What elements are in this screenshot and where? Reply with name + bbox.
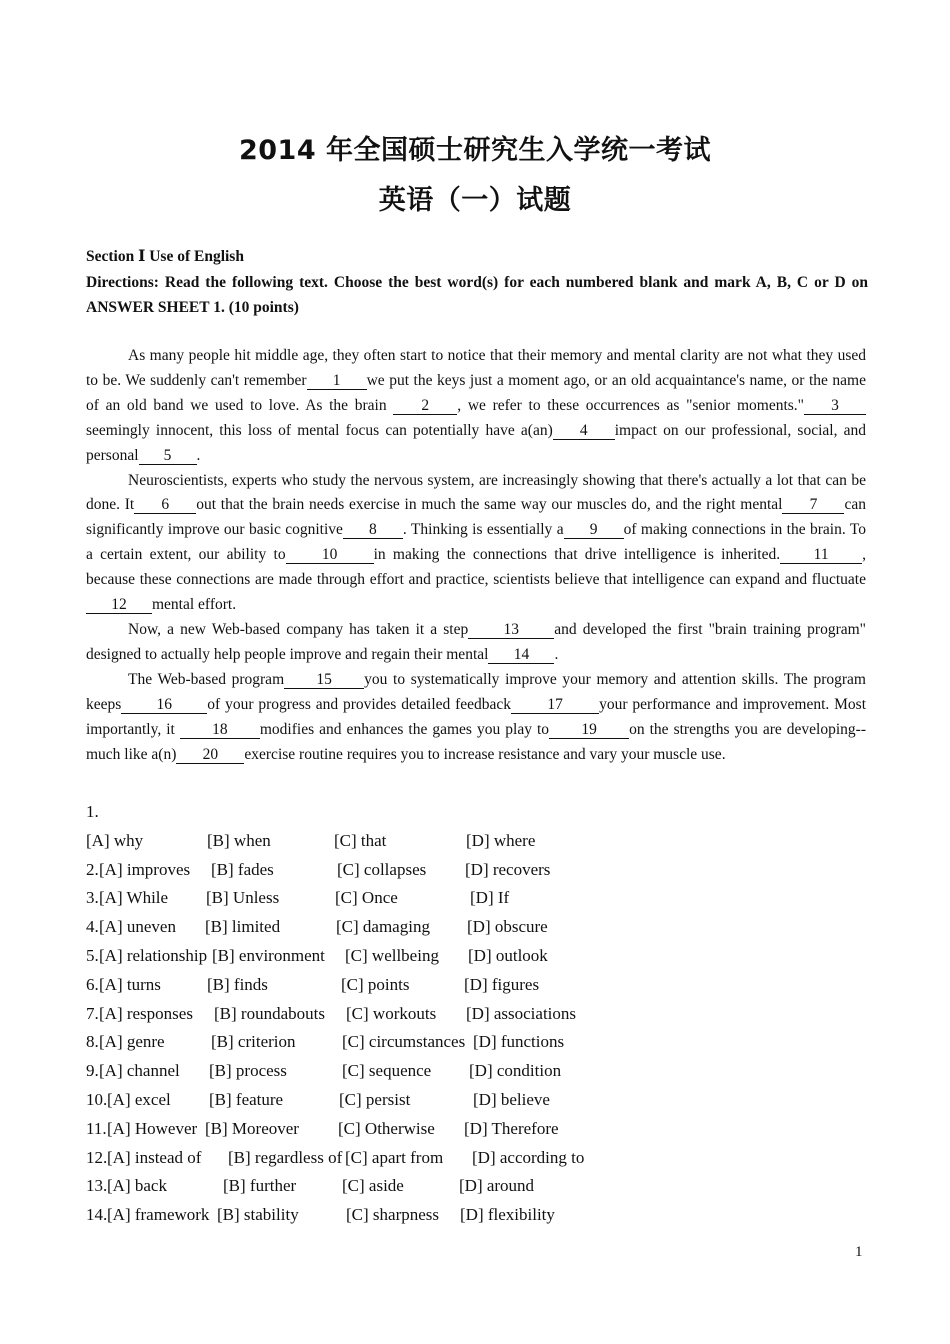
passage-text: Neuroscientists, experts who study the nervous system, are increasingly showing that there's actually a lot that can be done. It — [86, 471, 866, 514]
option-row — [86, 913, 686, 942]
option-row — [86, 798, 686, 827]
option-d: [D] outlook — [468, 945, 548, 965]
exam-subtitle: 英语（一）试题 — [378, 185, 572, 216]
option-d: [D] functions — [473, 1032, 565, 1052]
option-row — [86, 1057, 686, 1086]
directions-text: Directions: Read the following text. Choose the best word(s) for each numbered blank and mark A, B, C or D on ANSWER SHEET 1. (10 points) — [86, 274, 868, 316]
numbered-blank: 17 — [511, 696, 599, 714]
option-a: [A] instead of — [107, 1147, 202, 1167]
page-number: 1 — [855, 1244, 863, 1260]
option-row — [86, 1086, 686, 1115]
option-row — [86, 1115, 686, 1144]
passage-text: . — [554, 645, 559, 663]
option-c: [C] Otherwise — [338, 1118, 435, 1138]
option-b: [B] environment — [212, 945, 325, 965]
option-b: [B] roundabouts — [214, 1003, 325, 1023]
passage-text: seemingly innocent, this loss of mental focus can potentially have a(an) — [86, 421, 553, 439]
option-d: [D] where — [466, 830, 536, 850]
numbered-blank: 2 — [393, 397, 457, 415]
numbered-blank: 7 — [782, 496, 844, 514]
option-b: [B] Moreover — [205, 1118, 299, 1138]
option-c: [C] collapses — [337, 859, 427, 879]
option-d: [D] around — [459, 1176, 535, 1196]
passage-text: Now, a new Web-based company has taken it a step — [128, 620, 469, 638]
passage-text: modifies and enhances the games you play to — [259, 720, 550, 738]
option-c: [C] aside — [342, 1176, 404, 1196]
option-b: [B] when — [207, 830, 271, 850]
option-d: [D] obscure — [467, 917, 548, 937]
numbered-blank: 3 — [804, 397, 866, 415]
numbered-blank: 12 — [86, 596, 152, 614]
option-d: [D] according to — [472, 1147, 585, 1167]
passage-text: can significantly improve our basic cognitive — [86, 496, 866, 539]
option-c: [C] apart from — [345, 1147, 444, 1167]
numbered-blank: 16 — [121, 696, 207, 714]
option-c: [C] points — [341, 974, 410, 994]
exam-title: 2014 年全国硕士研究生入学统一考试 — [238, 135, 712, 166]
question-number: 14. — [86, 1205, 108, 1225]
passage-text: . — [196, 446, 201, 464]
option-row — [86, 971, 686, 1000]
question-number: 1. — [86, 802, 99, 821]
option-b: [B] stability — [217, 1205, 299, 1225]
passage-text: exercise routine requires you to increase resistance and vary your muscle use. — [244, 745, 726, 763]
option-a: [A] turns — [99, 974, 161, 994]
passage-text: and developed the first "brain training program" designed to actually help people improve and regain their mental — [86, 620, 867, 663]
question-number: 4. — [86, 917, 99, 937]
option-b: [B] feature — [209, 1089, 284, 1109]
passage-paragraph — [86, 618, 866, 668]
passage-text: on the strengths you are developing--much like a(n) — [86, 720, 866, 763]
option-a: [A] improves — [99, 859, 191, 879]
numbered-blank: 14 — [488, 646, 554, 664]
option-d: [D] recovers — [465, 859, 551, 879]
option-b: [B] further — [223, 1176, 297, 1196]
option-a: [A] genre — [99, 1032, 165, 1052]
option-row — [86, 884, 686, 913]
passage-text: . Thinking is essentially a — [402, 521, 564, 539]
option-b: [B] finds — [207, 974, 268, 994]
passage-text: we put the keys just a moment ago, or an old acquaintance's name, or the name of an old band we used to love. As the brain — [86, 371, 866, 414]
option-row — [86, 942, 686, 971]
passage-text: mental effort. — [152, 596, 237, 614]
option-c: [C] persist — [339, 1089, 411, 1109]
option-c: [C] circumstances — [342, 1032, 466, 1052]
option-row — [86, 1028, 686, 1057]
passage-paragraph — [86, 469, 866, 618]
option-c: [C] sequence — [342, 1061, 432, 1081]
option-d: [D] If — [470, 888, 510, 908]
option-b: [B] regardless of — [228, 1147, 343, 1167]
numbered-blank: 10 — [286, 546, 374, 564]
option-row — [86, 1144, 686, 1173]
question-number: 8. — [86, 1032, 99, 1052]
option-b: [B] Unless — [206, 888, 280, 908]
numbered-blank: 8 — [343, 521, 403, 539]
option-b: [B] limited — [205, 917, 281, 937]
option-a: [A] uneven — [99, 917, 176, 937]
passage-text: of making connections in the brain. To a certain extent, our ability to — [86, 521, 866, 564]
option-a: [A] why — [86, 830, 144, 850]
numbered-blank: 20 — [176, 746, 244, 764]
option-d: [D] associations — [466, 1003, 577, 1023]
option-c: [C] wellbeing — [345, 945, 439, 965]
numbered-blank: 18 — [180, 721, 260, 739]
question-number: 3. — [86, 888, 99, 908]
option-a: [A] However — [107, 1118, 198, 1138]
option-d: [D] flexibility — [460, 1205, 555, 1225]
option-c: [C] damaging — [336, 917, 430, 937]
passage-text: , we refer to these occurrences as "senior moments." — [457, 396, 804, 414]
numbered-blank: 5 — [139, 447, 197, 465]
numbered-blank: 19 — [549, 721, 629, 739]
passage-text: of your progress and provides detailed feedback — [207, 695, 512, 713]
option-d: [D] believe — [473, 1089, 550, 1109]
question-number: 12. — [86, 1147, 108, 1167]
question-number: 5. — [86, 945, 99, 965]
numbered-blank: 13 — [468, 621, 554, 639]
numbered-blank: 9 — [564, 521, 624, 539]
numbered-blank: 15 — [284, 671, 364, 689]
section-label: Section Ⅰ Use of English — [86, 248, 244, 265]
option-d: [D] figures — [464, 974, 540, 994]
cloze-passage — [86, 344, 866, 767]
option-c: [C] workouts — [346, 1003, 437, 1023]
passage-text: your performance and improvement. Most importantly, it — [86, 695, 866, 738]
numbered-blank: 1 — [307, 372, 367, 390]
option-c: [C] that — [334, 830, 387, 850]
option-d: [D] Therefore — [464, 1118, 559, 1138]
option-c: [C] Once — [335, 888, 398, 908]
option-row — [86, 1172, 686, 1201]
option-b: [B] process — [209, 1061, 287, 1081]
passage-paragraph — [86, 668, 866, 768]
passage-text: The Web-based program — [128, 670, 285, 688]
question-number: 11. — [86, 1118, 107, 1138]
question-number: 2. — [86, 859, 99, 879]
option-a: [A] back — [107, 1176, 167, 1196]
option-a: [A] relationship — [99, 945, 208, 965]
option-b: [B] fades — [211, 859, 274, 879]
option-a: [A] channel — [99, 1061, 180, 1081]
numbered-blank: 11 — [780, 546, 862, 564]
option-row — [86, 827, 686, 856]
passage-paragraph — [86, 344, 866, 469]
passage-text: impact on our professional, social, and personal — [86, 421, 866, 464]
answer-options-list — [86, 798, 686, 1230]
passage-text: in making the connections that drive intelligence is inherited. — [373, 546, 781, 564]
option-c: [C] sharpness — [346, 1205, 440, 1225]
question-number: 7. — [86, 1003, 99, 1023]
option-a: [A] While — [99, 888, 169, 908]
option-b: [B] criterion — [211, 1032, 296, 1052]
option-a: [A] excel — [107, 1089, 171, 1109]
option-a: [A] responses — [99, 1003, 193, 1023]
passage-text: you to systematically improve your memory and attention skills. The program keeps — [86, 670, 866, 713]
question-number: 6. — [86, 974, 99, 994]
numbered-blank: 4 — [553, 422, 615, 440]
option-row — [86, 856, 686, 885]
question-number: 10. — [86, 1089, 108, 1109]
passage-text: out that the brain needs exercise in much the same way our muscles do, and the right mental — [196, 496, 783, 514]
option-a: [A] framework — [107, 1205, 210, 1225]
question-number: 13. — [86, 1176, 108, 1196]
numbered-blank: 6 — [134, 496, 196, 514]
option-row — [86, 1201, 686, 1230]
option-row — [86, 1000, 686, 1029]
question-number: 9. — [86, 1061, 99, 1081]
passage-text: As many people hit middle age, they often start to notice that their memory and mental clarity are not what they used to be. We suddenly can't remember — [86, 347, 866, 389]
option-d: [D] condition — [469, 1061, 562, 1081]
passage-text: , because these connections are made through effort and practice, scientists believe that intelligence can expand and fluctuate — [86, 546, 866, 589]
